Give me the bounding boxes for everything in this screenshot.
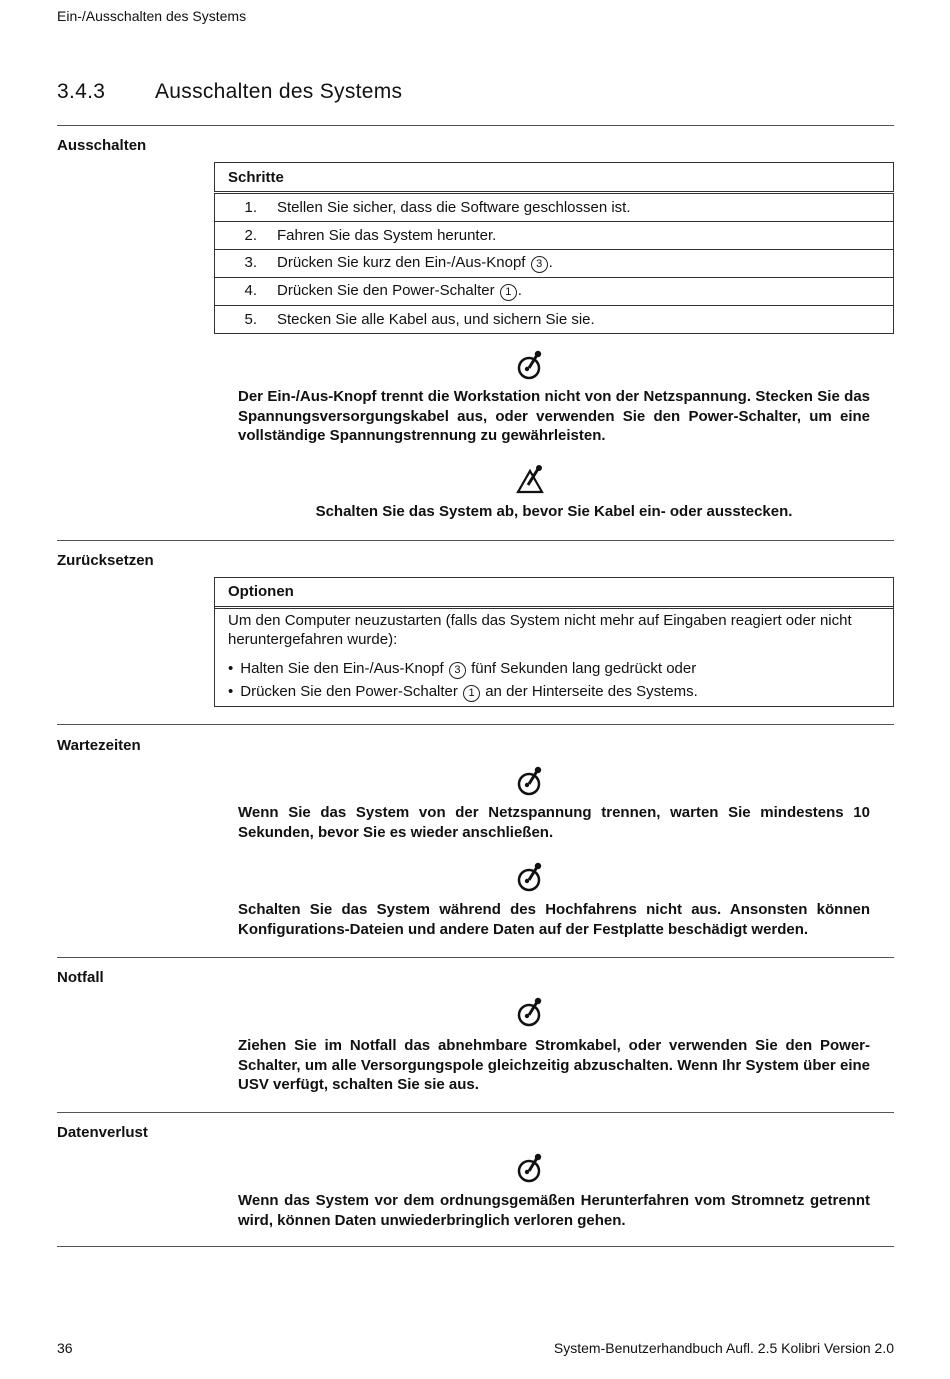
section-number: 3.4.3 — [57, 80, 106, 103]
divider — [57, 125, 894, 126]
circled-number: 3 — [531, 256, 548, 273]
circled-number: 1 — [500, 284, 517, 301]
divider — [57, 1246, 894, 1247]
running-header: Ein-/Ausschalten des Systems — [57, 8, 247, 24]
options-header: Optionen — [215, 578, 893, 609]
steps-table — [214, 162, 894, 334]
options-box — [214, 577, 894, 707]
divider — [57, 724, 894, 725]
note-text: Ziehen Sie im Notfall das abnehmbare Stromkabel, oder verwenden Sie den Power-Schalter, um alle Versorgungspole gleichzeitig abzuschalten. Wenn Ihr System über eine USV verfügt, schalten Sie sie aus. — [238, 1037, 870, 1093]
circled-number: 1 — [463, 685, 480, 702]
note-hand-icon — [516, 997, 544, 1029]
warning-text: Schalten Sie das System ab, bevor Sie Kabel ein- oder ausstecken. — [315, 503, 793, 520]
note-hand-icon — [516, 766, 544, 798]
note-text: Wenn Sie das System von der Netzspannung trennen, warten Sie mindestens 10 Sekunden, bevor Sie es wieder anschließen. — [238, 804, 870, 841]
table-row: 2. Fahren Sie das System herunter. — [215, 222, 894, 250]
note-text: Schalten Sie das System während des Hochfahrens nicht aus. Ansonsten können Konfigurations-Dateien und andere Daten auf der Festplatte beschädigt werden. — [238, 901, 870, 938]
list-item: • Halten Sie den Ein-/Aus-Knopf 3 fünf Sekunden lang gedrückt oder — [228, 657, 887, 680]
note-hand-icon — [516, 862, 544, 894]
label-notfall: Notfall — [57, 969, 104, 986]
table-row: 5. Stecken Sie alle Kabel aus, und sichern Sie sie. — [215, 306, 894, 334]
label-zuruecksetzen: Zurücksetzen — [57, 552, 154, 569]
label-ausschalten: Ausschalten — [57, 137, 147, 154]
options-intro: Um den Computer neuzustarten (falls das System nicht mehr auf Eingaben reagiert oder nicht heruntergefahren wurde): — [228, 612, 852, 648]
warning-hand-icon — [516, 463, 544, 495]
manual-title: System-Benutzerhandbuch Aufl. 2.5 Kolibri Version 2.0 — [553, 1340, 894, 1356]
note-hand-icon — [516, 1153, 544, 1185]
table-row: 3. Drücken Sie kurz den Ein-/Aus-Knopf 3 . — [215, 250, 894, 278]
table-row: 1. Stellen Sie sicher, dass die Software geschlossen ist. — [215, 193, 894, 222]
divider — [57, 540, 894, 541]
table-row: 4. Drücken Sie den Power-Schalter 1 . — [215, 278, 894, 306]
circled-number: 3 — [449, 662, 466, 679]
list-item: • Drücken Sie den Power-Schalter 1 an der Hinterseite des Systems. — [228, 680, 887, 703]
divider — [57, 1112, 894, 1113]
note-hand-icon — [516, 350, 544, 382]
page-number: 36 — [57, 1340, 73, 1356]
section-title: Ausschalten des Systems — [155, 80, 403, 103]
label-datenverlust: Datenverlust — [57, 1124, 148, 1141]
steps-header: Schritte — [215, 163, 894, 193]
note-text: Der Ein-/Aus-Knopf trennt die Workstation nicht von der Netzspannung. Stecken Sie das Spannungsversorgungskabel aus, oder verwenden Sie den Power-Schalter, um eine vollständige Spannungstrennung zu gewährleisten. — [238, 388, 870, 444]
label-wartezeiten: Wartezeiten — [57, 737, 141, 754]
divider — [57, 957, 894, 958]
note-text: Wenn das System vor dem ordnungsgemäßen Herunterfahren vom Stromnetz getrennt wird, können Daten unwiederbringlich verloren gehen. — [238, 1192, 870, 1229]
